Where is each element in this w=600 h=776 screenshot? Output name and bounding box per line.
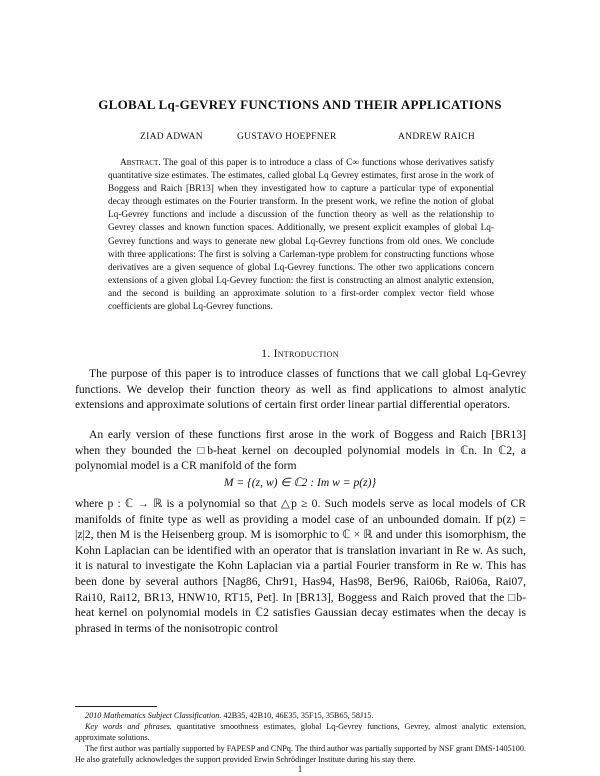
- body-paragraph: An early version of these functions first arose in the work of Boggess and Raich [BR13] when they bounded the □b-heat kernel on decoupled polynomial models in ℂn. In ℂ2, a polynomial model is a CR manifold of the form: [75, 428, 526, 473]
- display-equation: M = {(z, w) ∈ ℂ2 : Im w = p(z)}: [223, 476, 377, 489]
- abstract-text: The goal of this paper is to introduce a class of C∞ functions whose derivatives satisfy quantitative size estimates. The estimates, called global Lq Gevrey estimates, first arose in the work of Boggess and Raich [BR13] when they investigated how to capture a particular type of exponential decay through estimates on the Fourier transform. In the present work, we refine the notion of global Lq-Gevrey functions and include a discussion of the function theory as well as the relationship to Gevrey classes and known function spaces. Additionally, we present explicit examples of global Lq-Gevrey functions and ways to generate new global Lq-Gevrey functions from old ones. We conclude with three applications: The first is solving a Carleman-type problem for constructing functions whose derivatives are a given sequence of global Lq-Gevrey functions. The other two applications concern extensions of a given global Lq-Gevrey function: the first is constructing an almost analytic extension, and the second is building an approximate solution to a first-order complex vector field whose coefficients are global Lq-Gevrey functions.: [108, 158, 495, 313]
- footnote-keywords: [75, 722, 526, 743]
- abstract-label: Abstract.: [120, 158, 161, 168]
- author-name: ANDREW RAICH: [398, 132, 476, 142]
- footnote-msc: [75, 711, 526, 722]
- footnote-msc-label: 2010 Mathematics Subject Classification.: [85, 711, 222, 720]
- footnote-support: The first author was partially supported by FAPESP and CNPq. The third author was partially supported by NSF grant DMS-1405100. He also gratefully acknowledges the support provided Erwin Schrödinger Institute during his stay there.: [75, 744, 526, 764]
- footnote-keywords-label: Key words and phrases.: [85, 722, 172, 731]
- body-paragraph: where p : ℂ → ℝ is a polynomial so that △p ≥ 0. Such models serve as local models of CR manifolds of finite type as well as providing a model case of an unbounded domain. If p(z) = |z|2, then M is the Heisenberg group. M is isomorphic to ℂ × ℝ and under this isomorphism, the Kohn Laplacian can be identified with an operator that is translation invariant in Re w. As such, it is natural to investigate the Kohn Laplacian via a partial Fourier transform in Re w. This has been done by several authors [Nag86, Chr91, Has94, Has98, Ber96, Rai06b, Rai06a, Rai07, Rai10, Rai12, BR13, HNW10, RT15, Pet]. In [BR13], Boggess and Raich proved that the □b-heat kernel on polynomial models in ℂ2 satisfies Gaussian decay estimates when the decay is phrased in terms of the nonisotropic control: [75, 497, 526, 635]
- body-paragraph: The purpose of this paper is to introduce classes of functions that we call global Lq-Gevrey functions. We develop their function theory as well as find applications to almost analytic extensions and approximate solutions of certain first order linear partial differential operators.: [75, 367, 526, 412]
- author-name: GUSTAVO HOEPFNER: [237, 132, 337, 142]
- abstract: [108, 157, 494, 314]
- footnote-keywords-text: quantitative smoothness estimates, global Lq-Gevrey functions, Gevrey, almost analytic extension, approximate solutions.: [75, 722, 527, 742]
- section-title: 1. Introduction: [261, 348, 339, 360]
- footnote-rule: [75, 706, 157, 707]
- paper-title: GLOBAL Lq-GEVREY FUNCTIONS AND THEIR APPLICATIONS: [98, 97, 502, 112]
- page-number: 1: [297, 764, 303, 774]
- section-heading: [0, 348, 600, 360]
- author-name: ZIAD ADWAN: [140, 132, 203, 142]
- footnote-msc-text: 42B35, 42B10, 46E35, 35F15, 35B65, 58J15.: [223, 711, 374, 720]
